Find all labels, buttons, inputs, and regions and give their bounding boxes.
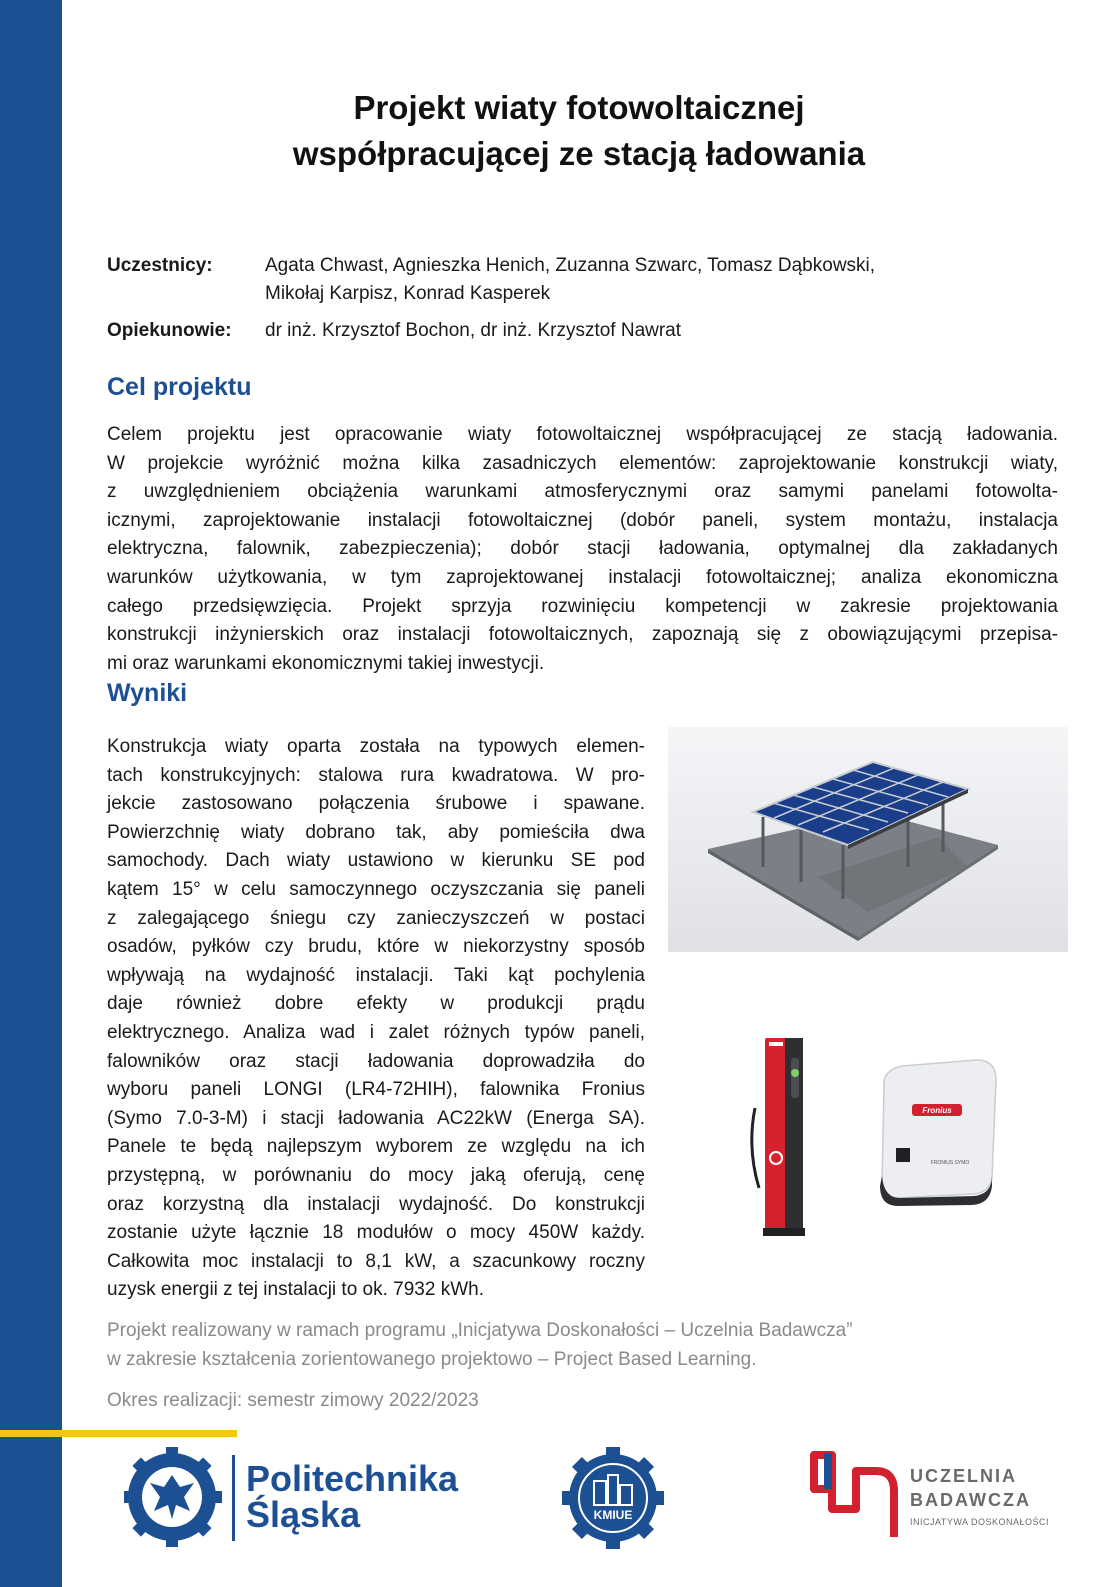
supervisors-value: dr inż. Krzysztof Bochon, dr inż. Krzysztof Nawrat bbox=[265, 320, 682, 341]
charging-station-image bbox=[745, 1028, 823, 1240]
kmiue-logo bbox=[562, 1447, 664, 1549]
goal-line: całego przedsięwzięcia. Projekt sprzyja rozwinięciu kompetencji w zakresie projektowania bbox=[107, 595, 1058, 617]
goal-line: elektryczna, falownik, zabezpieczenia); dobór stacji ładowania, optymalnej dla zakładanych bbox=[107, 538, 1058, 560]
page-title bbox=[62, 85, 1096, 177]
ub-line-2: BADAWCZA bbox=[910, 1490, 1031, 1510]
results-line: oraz korzystną dla instalacji wydajność. Do konstrukcji bbox=[107, 1193, 645, 1215]
results-line: zostanie użyte łącznie 18 modułów o mocy 450W każdy. bbox=[107, 1222, 645, 1244]
politechnika-slaska-wordmark bbox=[246, 1458, 459, 1535]
participants-line-1: Agata Chwast, Agnieszka Henich, Zuzanna Szwarc, Tomasz Dąbkowski, bbox=[265, 255, 876, 276]
results-line: samochody. Dach wiaty ustawiono w kierunku SE pod bbox=[107, 850, 645, 872]
goal-heading: Cel projektu bbox=[107, 373, 252, 401]
results-line: Powierzchnię wiaty dobrano tak, aby pomieściła dwa bbox=[107, 821, 645, 843]
results-line: osadów, pyłków czy brudu, które w niekorzystny sposób bbox=[107, 936, 645, 958]
supervisors-block bbox=[107, 316, 1007, 346]
realization-period: Okres realizacji: semestr zimowy 2022/2023 bbox=[107, 1390, 479, 1411]
supervisors-label: Opiekunowie: bbox=[107, 320, 232, 341]
goal-line: mi oraz warunkami ekonomicznymi takiej inwestycji. bbox=[107, 652, 545, 674]
results-line: Całkowita moc instalacji to 8,1 kW, a szacunkowy roczny bbox=[107, 1250, 645, 1272]
results-line: jekcie zastosowano połączenia śrubowe i spawane. bbox=[107, 793, 645, 815]
uczelnia-badawcza-logo bbox=[806, 1449, 906, 1544]
goal-line: Celem projektu jest opracowanie wiaty fotowoltaicznej współpracującej ze stacją ładowania. bbox=[107, 424, 1058, 445]
participants-label: Uczestnicy: bbox=[107, 255, 213, 276]
program-line-2: w zakresie kształcenia zorientowanego projektowo – Project Based Learning. bbox=[107, 1349, 757, 1370]
fronius-inverter-image bbox=[872, 1058, 1002, 1208]
results-paragraph bbox=[107, 733, 645, 1305]
title-line-1: Projekt wiaty fotowoltaicznej bbox=[353, 89, 805, 126]
results-line: daje również dobre efekty w produkcji prądu bbox=[107, 993, 645, 1015]
results-line: z zalegającego śniegu czy zanieczyszczeń w postaci bbox=[107, 907, 645, 929]
results-heading: Wyniki bbox=[107, 679, 188, 707]
results-line: wyboru paneli LONGI (LR4-72HIH), falownika Fronius bbox=[107, 1079, 645, 1101]
goal-line: W projekcie wyróżnić można kilka zasadniczych elementów: zaprojektowanie konstrukcji wiaty, bbox=[107, 452, 1058, 474]
fronius-model-label: FRONIUS SYMO bbox=[930, 1160, 970, 1166]
goal-line: z uwzględnieniem obciążenia warunkami atmosferycznymi oraz samymi panelami fotowolta- bbox=[107, 481, 1058, 503]
side-accent-bar bbox=[0, 0, 62, 1587]
results-line: tach konstrukcyjnych: stalowa rura kwadratowa. W pro- bbox=[107, 764, 645, 786]
politechnika-line-2: Śląska bbox=[246, 1494, 361, 1535]
program-line-1: Projekt realizowany w ramach programu „Inicjatywa Doskonałości – Uczelnia Badawcza” bbox=[107, 1320, 853, 1341]
goal-line: icznymi, zaprojektowanie instalacji fotowoltaicznej (dobór paneli, system montażu, instalacja bbox=[107, 509, 1058, 531]
title-line-2: współpracującej ze stacją ładowania bbox=[292, 135, 866, 172]
results-line: elektrycznego. Analiza wad i zalet różnych typów paneli, bbox=[107, 1021, 645, 1043]
fronius-brand-label: Fronius bbox=[922, 1106, 952, 1115]
results-line: falowników oraz stacji ładowania doprowadziła do bbox=[107, 1050, 645, 1072]
goal-paragraph bbox=[107, 421, 1058, 678]
goal-line: konstrukcji inżynierskich oraz instalacji fotowoltaicznych, zapoznają się z obowiązującymi przepisa- bbox=[107, 624, 1058, 646]
results-line: kątem 15° w celu samoczynnego oczyszczania się paneli bbox=[107, 878, 645, 900]
kmiue-label: KMIUE bbox=[593, 1508, 633, 1522]
results-line: Konstrukcja wiaty oparta została na typowych elemen- bbox=[107, 736, 645, 757]
results-line: wpływają na wydajność instalacji. Taki kąt pochylenia bbox=[107, 964, 645, 986]
results-line: uzysk energii z tej instalacji to ok. 7932 kWh. bbox=[107, 1279, 485, 1301]
carport-render-image bbox=[668, 727, 1068, 952]
participants-block bbox=[107, 251, 1007, 311]
ub-line-1: UCZELNIA bbox=[910, 1466, 1017, 1486]
accent-yellow-line bbox=[0, 1430, 237, 1437]
politechnika-line-1: Politechnika bbox=[246, 1458, 459, 1499]
ub-line-3: INICJATYWA DOSKONAŁOŚCI bbox=[910, 1517, 1050, 1527]
goal-line: warunków użytkowania, w tym zaprojektowanej instalacji fotowoltaicznej; analiza ekonomiczna bbox=[107, 566, 1058, 588]
results-line: Panele te będą najlepszym wyborem ze względu na ich bbox=[107, 1136, 645, 1158]
participants-line-2: Mikołaj Karpisz, Konrad Kasperek bbox=[265, 283, 551, 304]
results-line: przystępną, w porównaniu do mocy jaką oferują, cenę bbox=[107, 1164, 645, 1186]
results-line: (Symo 7.0-3-M) i stacji ładowania AC22kW (Energa SA). bbox=[107, 1107, 645, 1129]
